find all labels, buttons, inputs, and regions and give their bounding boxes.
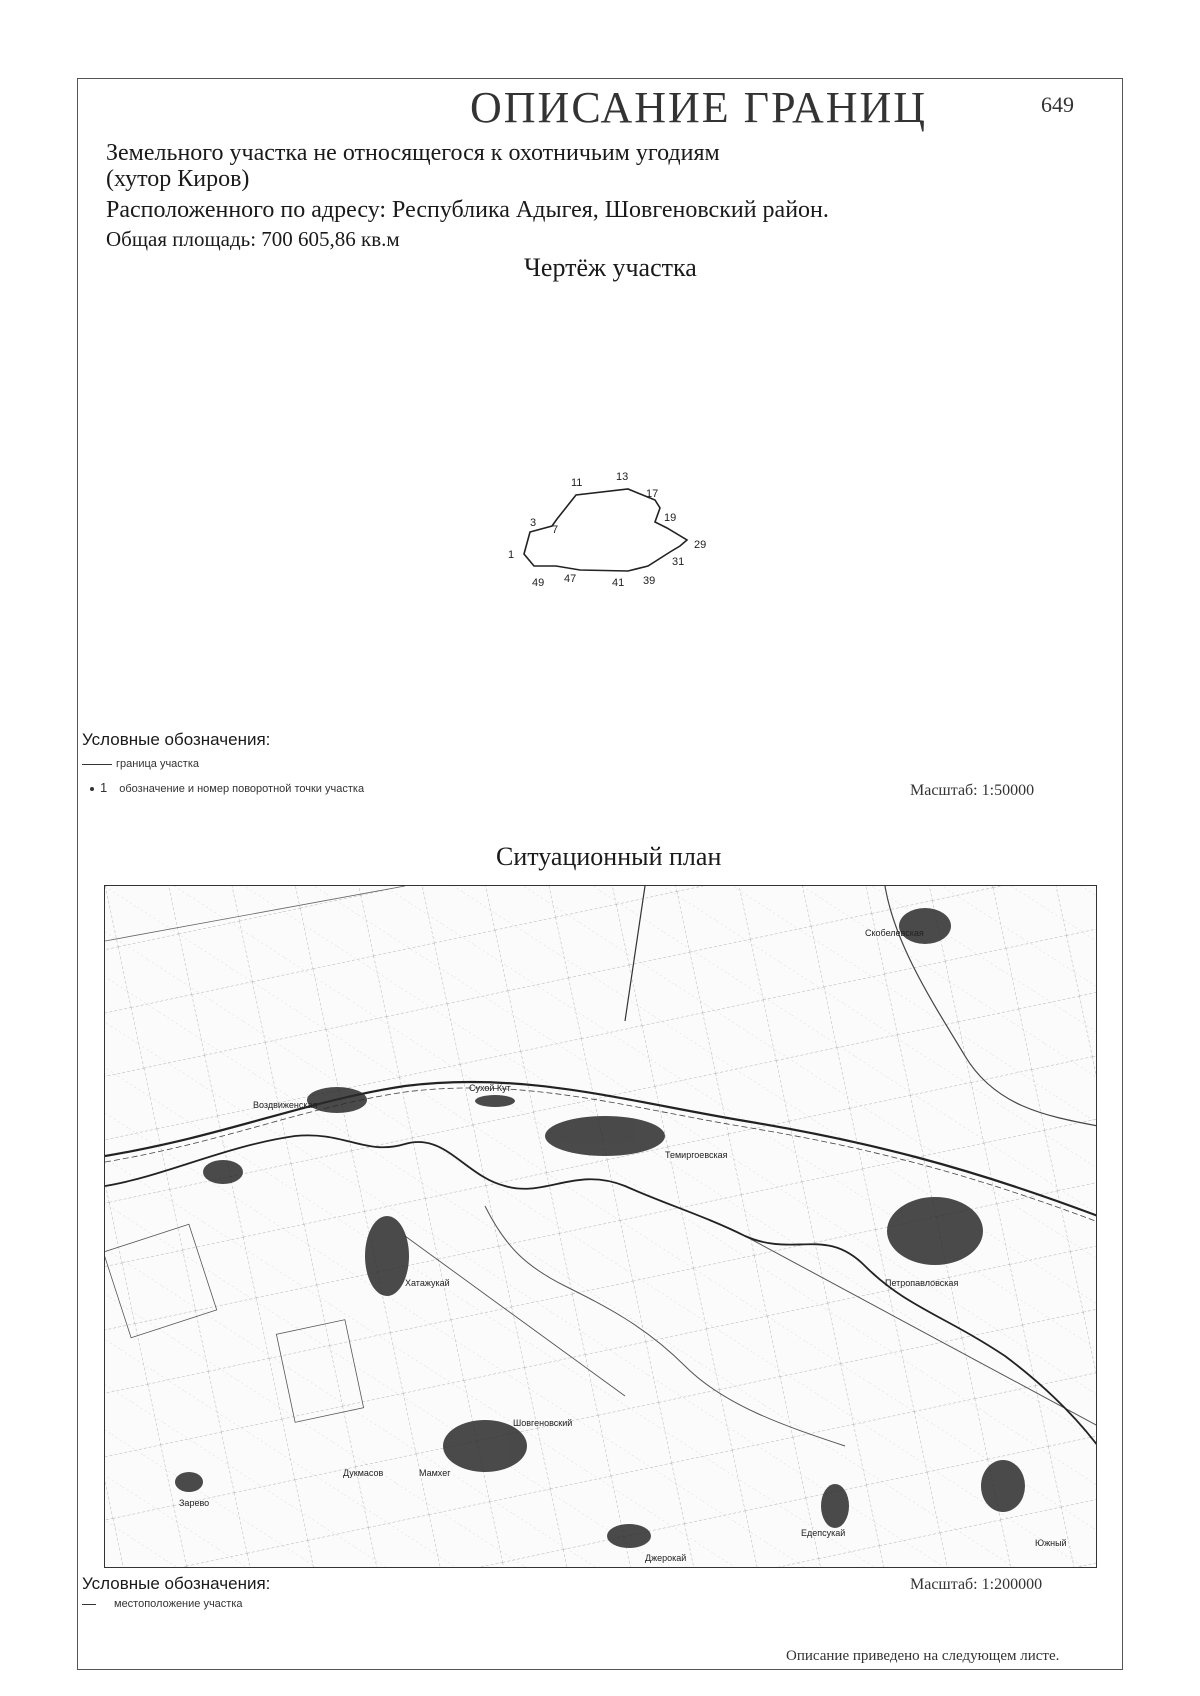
situation-plan-title: Ситуационный план <box>496 842 722 871</box>
plot-drawing <box>500 470 740 600</box>
drawing-scale: Масштаб: 1:50000 <box>910 782 1035 799</box>
location-line-symbol <box>82 1604 96 1605</box>
document-title: ОПИСАНИЕ ГРАНИЦ <box>470 83 928 132</box>
plot-boundary <box>524 489 687 571</box>
map-svg <box>105 886 1097 1568</box>
point-label: 19 <box>664 512 677 524</box>
map-place-label: Сухой Кут <box>469 1083 511 1093</box>
page-number: 649 <box>1041 92 1074 117</box>
map-place-label: Воздвиженская <box>253 1100 318 1110</box>
map-place-label: Мамхег <box>419 1468 451 1478</box>
map-place-label: Шовгеновский <box>513 1418 573 1428</box>
plot-address: Расположенного по адресу: Республика Адыгея, Шовгеновский район. <box>106 197 829 223</box>
point-label: 41 <box>612 577 625 589</box>
point-label: 29 <box>694 539 707 551</box>
map-place-label: Едепсукай <box>801 1528 846 1538</box>
map-place-label: Зарево <box>179 1498 210 1508</box>
plot-name: (хутор Киров) <box>106 166 250 192</box>
point-label: 1 <box>508 549 515 561</box>
map-place-label: Петропавловская <box>885 1278 959 1288</box>
legend-boundary: граница участка <box>82 758 199 770</box>
point-label: 3 <box>530 517 537 529</box>
point-label: 11 <box>571 477 583 489</box>
legend-title: Условные обозначения: <box>82 730 271 749</box>
map-place-label: Скобелевская <box>865 928 924 938</box>
drawing-title: Чертёж участка <box>524 253 697 282</box>
point-label: 13 <box>616 471 629 483</box>
boundary-line-symbol <box>82 764 112 765</box>
plot-area: Общая площадь: 700 605,86 кв.м <box>106 227 400 251</box>
legend-point: 1 обозначение и номер поворотной точки участка <box>90 780 364 795</box>
point-label: 47 <box>564 573 577 585</box>
map-place-label: Темиргоевская <box>665 1150 728 1160</box>
situation-map <box>104 885 1097 1568</box>
point-label: 31 <box>672 556 685 568</box>
point-label: 7 <box>552 524 559 536</box>
legend-title: Условные обозначения: <box>82 1574 271 1593</box>
map-scale: Масштаб: 1:200000 <box>910 1576 1043 1593</box>
legend-location: местоположение участка <box>82 1598 243 1610</box>
plot-description-line: Земельного участка не относящегося к охотничьим угодиям <box>106 140 720 166</box>
map-place-label: Джерокай <box>645 1553 687 1563</box>
point-marker-symbol <box>90 787 94 791</box>
point-label: 49 <box>532 577 545 589</box>
footer-note: Описание приведено на следующем листе. <box>786 1648 1060 1664</box>
map-place-label: Южный <box>1035 1538 1067 1548</box>
map-place-label: Дукмасов <box>343 1468 384 1478</box>
point-label: 17 <box>646 488 659 500</box>
point-label: 39 <box>643 575 656 587</box>
map-place-label: Хатажукай <box>405 1278 450 1288</box>
